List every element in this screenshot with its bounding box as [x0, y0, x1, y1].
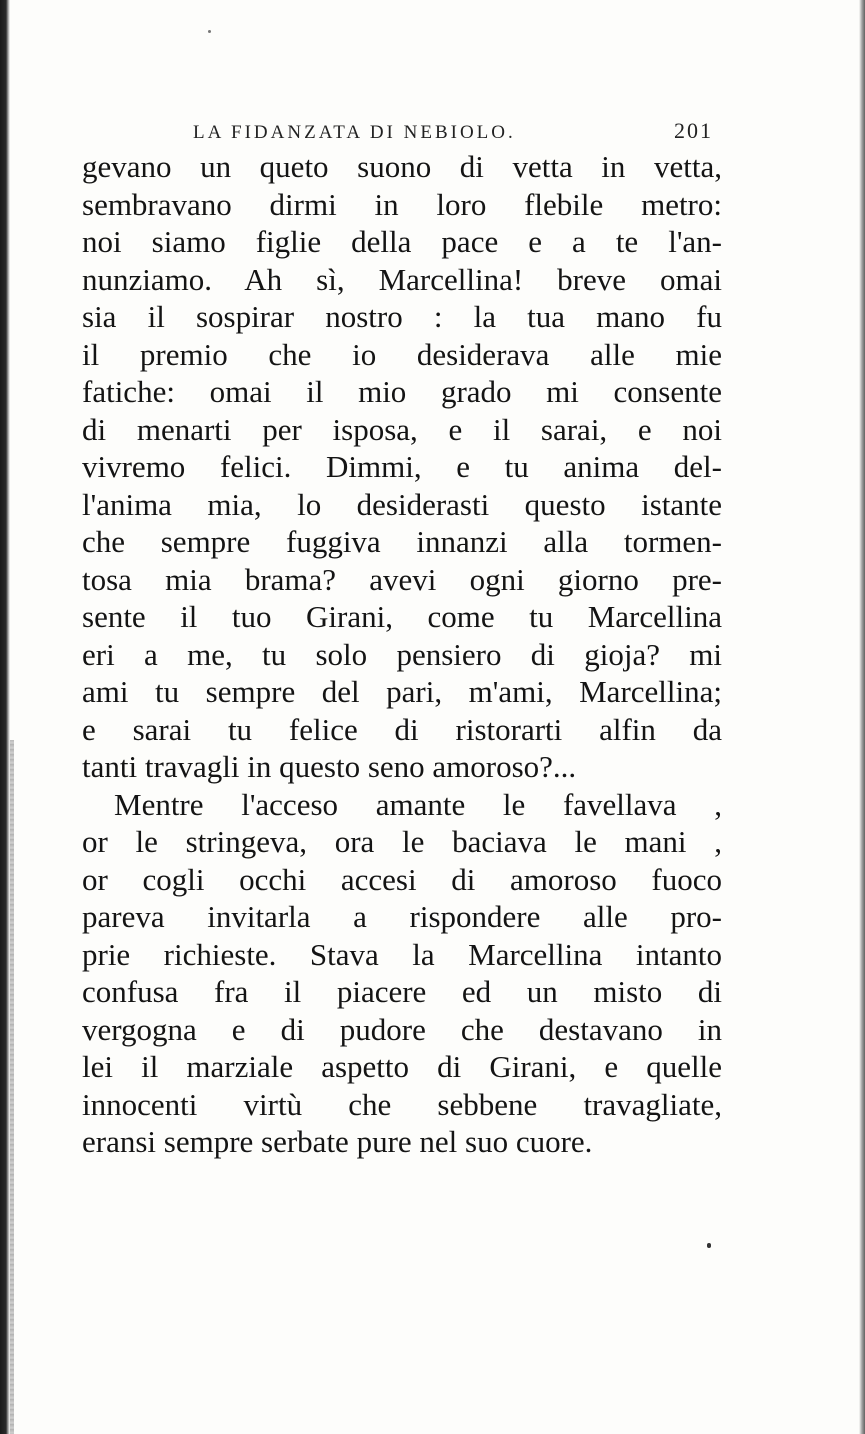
text-line: il premio che io desiderava alle mie — [82, 336, 722, 372]
running-title: LA FIDANZATA DI NEBIOLO. — [193, 122, 516, 143]
page-binding-edge — [0, 0, 10, 1434]
text-line: sia il sospirar nostro : la tua mano fu — [82, 299, 722, 334]
text-line: eri a me, tu solo pensiero di gioja? mi — [82, 636, 722, 672]
text-line: sembravano dirmi in loro flebile metro: — [82, 186, 722, 222]
text-line: gevano un queto suono di vetta in vetta, — [82, 149, 722, 184]
text-line: pareva invitarla a rispondere alle pro- — [82, 899, 722, 934]
page-number: 201 — [674, 118, 713, 143]
text-line: vivremo felici. Dimmi, e tu anima del- — [82, 449, 722, 484]
ink-speck — [208, 30, 211, 33]
text-line: eransi sempre serbate pure nel suo cuore. — [82, 1124, 593, 1159]
text-line: noi siamo figlie della pace e a te l'an- — [82, 224, 722, 259]
text-line: tanti travagli in questo seno amoroso?... — [82, 749, 577, 784]
text-line: innocenti virtù che sebbene travagliate, — [82, 1086, 722, 1122]
text-line: confusa fra il piacere ed un misto di — [82, 974, 722, 1009]
page-right-edge — [859, 0, 865, 1434]
text-line: tosa mia brama? avevi ogni giorno pre- — [82, 561, 722, 597]
text-line: l'anima mia, lo desiderasti questo istante — [82, 486, 722, 522]
ink-speck — [707, 1243, 711, 1248]
text-line: nunziamo. Ah sì, Marcellina! breve omai — [82, 261, 722, 297]
text-line: or cogli occhi accesi di amoroso fuoco — [82, 861, 722, 897]
text-line: fatiche: omai il mio grado mi consente — [82, 374, 722, 409]
text-line: or le stringeva, ora le baciava le mani , — [82, 824, 722, 859]
text-line: sente il tuo Girani, come tu Marcellina — [82, 599, 722, 634]
body-text — [82, 148, 722, 1161]
running-header — [193, 118, 713, 146]
text-line: e sarai tu felice di ristorarti alfin da — [82, 711, 722, 747]
text-line: vergogna e di pudore che destavano in — [82, 1011, 722, 1047]
text-line: lei il marziale aspetto di Girani, e quelle — [82, 1049, 722, 1084]
scan-edge-noise — [10, 740, 14, 1434]
text-line: prie richieste. Stava la Marcellina intanto — [82, 936, 722, 972]
text-line: Mentre l'acceso amante le favellava , — [114, 786, 722, 822]
text-line: che sempre fuggiva innanzi alla tormen- — [82, 524, 722, 559]
text-line: ami tu sempre del pari, m'ami, Marcellina; — [82, 674, 722, 709]
text-line: di menarti per isposa, e il sarai, e noi — [82, 411, 722, 447]
